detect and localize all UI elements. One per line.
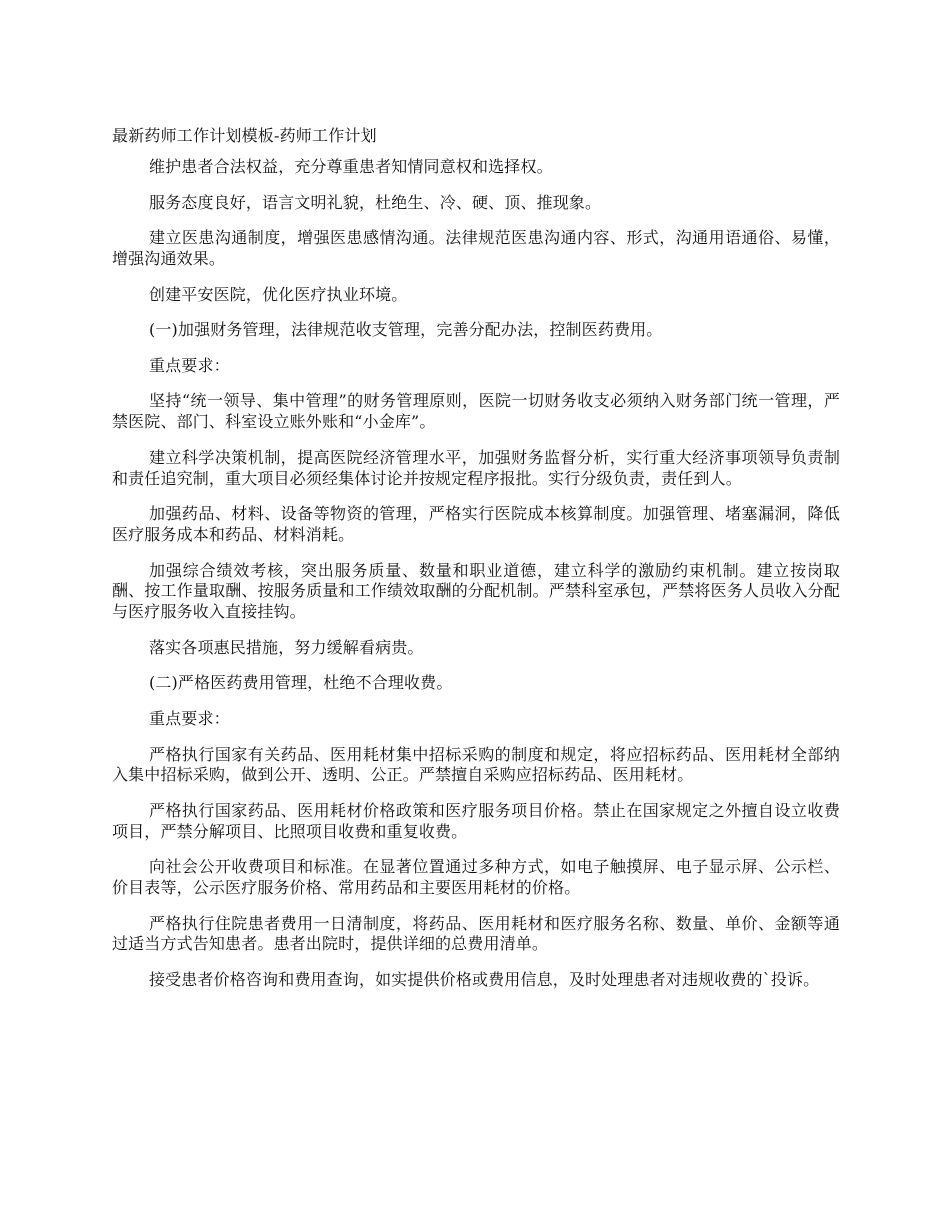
paragraph: 坚持“统一领导、集中管理”的财务管理原则，医院一切财务收支必须纳入财务部门统一管理，严禁医院、部门、科室设立账外账和“小金库”。: [112, 391, 840, 432]
paragraph: 加强综合绩效考核，突出服务质量、数量和职业道德，建立科学的激励约束机制。建立按岗取酬、按工作量取酬、按服务质量和工作绩效取酬的分配机制。严禁科室承包，严禁将医务人员收入分配与医疗服务收入直接挂钩。: [112, 560, 840, 622]
section-heading: (一)加强财务管理，法律规范收支管理，完善分配办法，控制医药费用。: [149, 320, 663, 340]
paragraph: 维护患者合法权益，充分尊重患者知情同意权和选择权。: [149, 157, 553, 176]
paragraph: 严格执行国家有关药品、医用耗材集中招标采购的制度和规定，将应招标药品、医用耗材全部纳入集中招标采购，做到公开、透明、公正。严禁擅自采购应招标药品、医用耗材。: [112, 744, 840, 785]
paragraph: 严格执行国家药品、医用耗材价格政策和医疗服务项目价格。禁止在国家规定之外擅自设立收费项目，严禁分解项目、比照项目收费和重复收费。: [112, 800, 840, 841]
key-requirements-label: 重点要求：: [149, 355, 230, 375]
section-heading: (二)严格医药费用管理，杜绝不合理收费。: [149, 673, 453, 693]
paragraph: 接受患者价格咨询和费用查询，如实提供价格或费用信息，及时处理患者对违规收费的`投诉。: [149, 970, 820, 990]
paragraph: 服务态度良好，语言文明礼貌，杜绝生、冷、硬、顶、推现象。: [149, 192, 602, 212]
paragraph: 落实各项惠民措施，努力缓解看病贵。: [149, 637, 424, 657]
paragraph: 加强药品、材料、设备等物资的管理，严格实行医院成本核算制度。加强管理、堵塞漏洞，降低医疗服务成本和药品、材料消耗。: [112, 504, 840, 544]
document-title: 最新药师工作计划模板-药师工作计划: [112, 126, 377, 145]
paragraph: 向社会公开收费项目和标准。在显著位置通过多种方式，如电子触摸屏、电子显示屏、公示栏、价目表等，公示医疗服务价格、常用药品和主要医用耗材的价格。: [112, 857, 840, 898]
paragraph: 严格执行住院患者费用一日清制度，将药品、医用耗材和医疗服务名称、数量、单价、金额等通过适当方式告知患者。患者出院时，提供详细的总费用清单。: [112, 913, 840, 954]
paragraph: 建立医患沟通制度，增强医患感情沟通。法律规范医患沟通内容、形式，沟通用语通俗、易懂，增强沟通效果。: [112, 228, 840, 268]
paragraph: 创建平安医院，优化医疗执业环境。: [149, 284, 408, 304]
key-requirements-label: 重点要求：: [149, 708, 230, 728]
document-body: [112, 124, 840, 1006]
paragraph: 建立科学决策机制，提高医院经济管理水平，加强财务监督分析，实行重大经济事项领导负责制和责任追究制，重大项目必须经集体讨论并按规定程序报批。实行分级负责，责任到人。: [112, 447, 840, 488]
